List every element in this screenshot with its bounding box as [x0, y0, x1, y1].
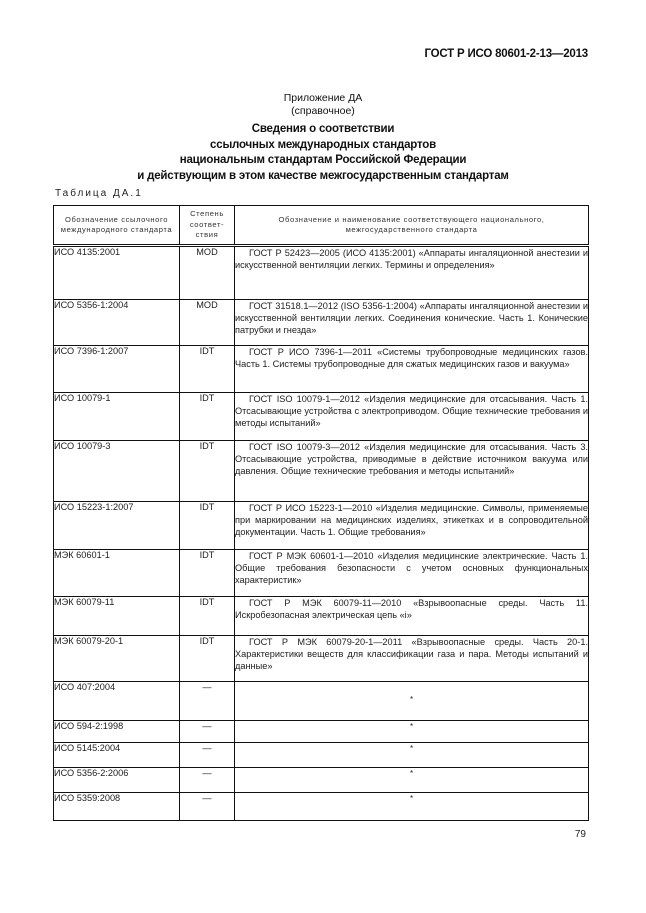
- degree-cell: —: [180, 768, 235, 793]
- national-standard-cell-empty: [235, 743, 589, 768]
- national-standard-cell: [235, 502, 589, 550]
- document-code-header: ГОСТ Р ИСО 80601-2-13—2013: [424, 48, 588, 60]
- national-standard-text: ГОСТ Р ИСО 15223-1—2010 «Изделия медицинские. Символы, применяемые при маркировании на медицинских изделиях, этикетках и в сопроводительной документации. Часть 1. Общие требования»: [235, 503, 588, 538]
- degree-cell: —: [180, 793, 235, 821]
- reference-standard-cell: МЭК 60601-1: [54, 550, 180, 597]
- national-standard-cell: [235, 246, 589, 300]
- national-standard-cell: [235, 636, 589, 682]
- appendix-title: Приложение ДА: [283, 92, 363, 104]
- footnote-asterisk: *: [409, 769, 414, 778]
- appendix-label: [0, 92, 646, 118]
- national-standard-cell-empty: [235, 682, 589, 721]
- degree-cell: —: [180, 682, 235, 721]
- degree-cell: —: [180, 743, 235, 768]
- column-header-degree: Степень соответ-ствия: [180, 206, 235, 246]
- table-row: [54, 793, 589, 821]
- reference-standard-cell: ИСО 594-2:1998: [54, 721, 180, 743]
- table-row: [54, 682, 589, 721]
- table-row: [54, 441, 589, 502]
- reference-standard-cell: ИСО 4135:2001: [54, 246, 180, 300]
- national-standard-cell: [235, 550, 589, 597]
- reference-standard-cell: ИСО 5145:2004: [54, 743, 180, 768]
- degree-cell: IDT: [180, 597, 235, 636]
- table-row: [54, 597, 589, 636]
- table-row: [54, 300, 589, 346]
- national-standard-text: ГОСТ ISO 10079-3—2012 «Изделия медицинские для отсасывания. Часть 3. Отсасывающие устройства, приводимые в действие источником вакуума или давления. Общие технические требования и методы испытаний»: [235, 442, 588, 477]
- table-row: [54, 393, 589, 441]
- footnote-asterisk: *: [409, 722, 414, 731]
- degree-cell: IDT: [180, 502, 235, 550]
- degree-cell: IDT: [180, 346, 235, 393]
- national-standard-cell: [235, 597, 589, 636]
- degree-cell: IDT: [180, 393, 235, 441]
- reference-standard-cell: ИСО 7396-1:2007: [54, 346, 180, 393]
- national-standard-text: ГОСТ Р 52423—2005 (ИСО 4135:2001) «Аппараты ингаляционной анестезии и искусственной вентиляции легких. Термины и определения»: [235, 248, 588, 271]
- table-row: [54, 721, 589, 743]
- national-standard-text: ГОСТ ISO 10079-1—2012 «Изделия медицинские для отсасывания. Часть 1. Отсасывающие устройства с электроприводом. Общие технические требования и методы испытаний»: [235, 394, 588, 429]
- footnote-asterisk: *: [409, 695, 414, 704]
- table-row: [54, 550, 589, 597]
- column-header-national-standard: Обозначение и наименование соответствующего национального, межгосударственного стандарта: [235, 206, 589, 246]
- heading-line: Сведения о соответствии: [251, 123, 395, 135]
- table-row: [54, 502, 589, 550]
- degree-cell: MOD: [180, 246, 235, 300]
- reference-standard-cell: МЭК 60079-11: [54, 597, 180, 636]
- degree-cell: —: [180, 721, 235, 743]
- table-body: [54, 246, 589, 821]
- section-heading: [0, 122, 646, 184]
- appendix-subtitle: (справочное): [291, 105, 355, 117]
- reference-standard-cell: ИСО 15223-1:2007: [54, 502, 180, 550]
- page-number: 79: [574, 829, 586, 840]
- national-standard-text: ГОСТ Р МЭК 60079-11—2010 «Взрывоопасные среды. Часть 11. Искробезопасная электрическая цепь «i»: [235, 598, 588, 621]
- degree-cell: MOD: [180, 300, 235, 346]
- table-row: [54, 346, 589, 393]
- footnote-asterisk: *: [409, 794, 414, 803]
- national-standard-cell: [235, 393, 589, 441]
- reference-standard-cell: МЭК 60079-20-1: [54, 636, 180, 682]
- national-standard-cell: [235, 441, 589, 502]
- heading-line: ссылочных международных стандартов: [210, 138, 436, 151]
- table-row: [54, 636, 589, 682]
- national-standard-cell: [235, 346, 589, 393]
- reference-standard-cell: ИСО 407:2004: [54, 682, 180, 721]
- table-row: [54, 246, 589, 300]
- table-row: [54, 743, 589, 768]
- national-standard-text: ГОСТ Р ИСО 7396-1—2011 «Системы трубопроводные медицинских газов. Часть 1. Системы трубопроводные для сжатых медицинских газов и вакуума»: [235, 347, 588, 370]
- table-header-row: [54, 206, 589, 246]
- national-standard-cell-empty: [235, 768, 589, 793]
- table-row: [54, 768, 589, 793]
- reference-standard-cell: ИСО 5356-2:2006: [54, 768, 180, 793]
- correspondence-table: [53, 205, 589, 821]
- national-standard-text: ГОСТ Р МЭК 60601-1—2010 «Изделия медицинские электрические. Часть 1. Общие требования безопасности с учетом основных функциональных характеристик»: [235, 551, 588, 586]
- reference-standard-cell: ИСО 5356-1:2004: [54, 300, 180, 346]
- heading-line: и действующим в этом качестве межгосударственным стандартам: [137, 169, 509, 182]
- reference-standard-cell: ИСО 10079-3: [54, 441, 180, 502]
- heading-line: национальным стандартам Российской Федерации: [179, 154, 467, 166]
- degree-cell: IDT: [180, 441, 235, 502]
- reference-standard-cell: ИСО 5359:2008: [54, 793, 180, 821]
- national-standard-cell-empty: [235, 721, 589, 743]
- footnote-asterisk: *: [409, 744, 414, 753]
- degree-cell: IDT: [180, 636, 235, 682]
- national-standard-cell-empty: [235, 793, 589, 821]
- national-standard-cell: [235, 300, 589, 346]
- national-standard-text: ГОСТ 31518.1—2012 (ISO 5356-1:2004) «Аппараты ингаляционной анестезии и искусственной вентиляции легких. Соединения конические. Часть 1. Конические патрубки и гнезда»: [235, 301, 588, 336]
- national-standard-text: ГОСТ Р МЭК 60079-20-1—2011 «Взрывоопасные среды. Часть 20-1. Характеристики веществ для классификации газа и пара. Методы испытаний и данные»: [235, 637, 588, 672]
- degree-cell: IDT: [180, 550, 235, 597]
- table-caption: Таблица ДА.1: [55, 188, 143, 199]
- reference-standard-cell: ИСО 10079-1: [54, 393, 180, 441]
- column-header-reference: Обозначение ссылочного международного стандарта: [54, 206, 180, 246]
